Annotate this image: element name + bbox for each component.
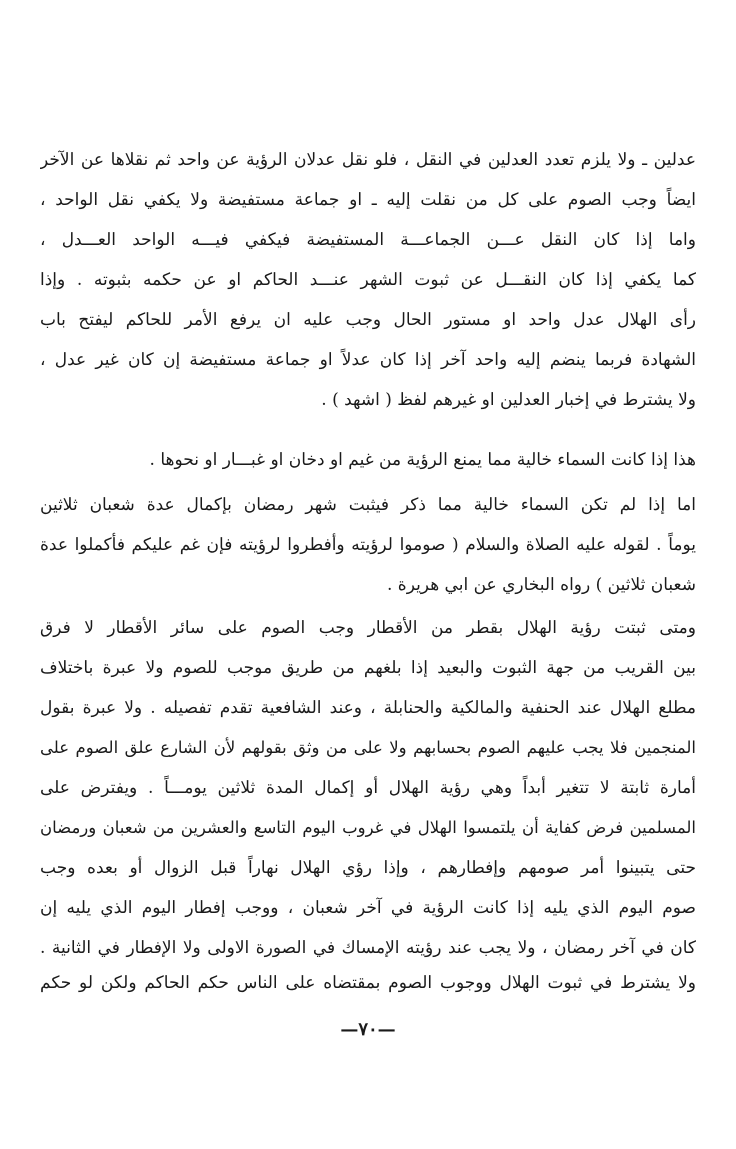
text-line: رأى الهلال عدل واحد او مستور الحال وجب عليه ان يرفع الأمر للحاكم ليفتح باب (40, 310, 696, 330)
text-line: واما إذا كان النقل عـــن الجماعـــة المستفيضة فيكفي فيـــه الواحد العـــدل ، (40, 230, 696, 250)
text-line: صوم اليوم الذي يليه إذا كانت الرؤية في آخر شعبان ، ووجب إفطار اليوم الذي يليه إن (40, 898, 696, 918)
text-line: اما إذا لم تكن السماء خالية مما ذكر فيثبت شهر رمضان بإكمال عدة شعبان ثلاثين (40, 495, 696, 515)
text-line: يوماً . لقوله عليه الصلاة والسلام ( صوموا لرؤيته وأفطروا لرؤيته فإن غم عليكم فأكملوا عدة (40, 535, 696, 555)
text-line: الشهادة فربما ينضم إليه واحد آخر إذا كان عدلاً او جماعة مستفيضة إن كان غير عدل ، (40, 350, 696, 370)
text-line: كان في آخر رمضان ، ولا يجب عند رؤيته الإمساك في الصورة الاولى ولا الإفطار في الثانية . (40, 938, 696, 958)
text-line: أمارة ثابتة لا تتغير أبداً وهي رؤية الهلال أو إكمال المدة ثلاثين يومـــاً . ويفترض على (40, 778, 696, 798)
page-number: —٧٠— (340, 1019, 396, 1040)
text-line: ومتى ثبتت رؤية الهلال بقطر من الأقطار وجب الصوم على سائر الأقطار لا فرق (40, 618, 696, 638)
text-line: شعبان ثلاثين ) رواه البخاري عن ابي هريرة . (386, 575, 696, 595)
text-line: ولا يشترط في إخبار العدلين او غيرهم لفظ ( اشهد ) . (321, 390, 696, 410)
text-line: بين القريب من جهة الثبوت والبعيد إذا بلغهم من طريق موجب للصوم ولا عبرة باختلاف (40, 658, 696, 678)
text-line: مطلع الهلال عند الحنفية والمالكية والحنابلة ، وعند الشافعية تقدم تفصيله . ولا عبرة بقول (40, 698, 696, 718)
text-line: هذا إذا كانت السماء خالية مما يمنع الرؤية من غيم او دخان او غبـــار او نحوها . (149, 450, 696, 470)
text-line: ايضاً وجب الصوم على كل من نقلت إليه ـ او جماعة مستفيضة ولا يكفي نقل الواحد ، (40, 190, 696, 210)
text-line: كما يكفي إذا كان النقـــل عن ثبوت الشهر عنـــد الحاكم او عن حكمه بثبوته . وإذا (40, 270, 696, 290)
text-line: المنجمين فلا يجب عليهم الصوم بحسابهم ولا على من وثق بقولهم لأن الشارع علق الصوم على (40, 738, 696, 757)
text-line: المسلمين فرض كفاية أن يلتمسوا الهلال في غروب اليوم التاسع والعشرين من شعبان ورمضان (40, 818, 696, 837)
text-line: حتى يتبينوا أمر صومهم وإفطارهم ، وإذا رؤي الهلال نهاراً قبل الزوال أو بعده وجب (40, 858, 696, 878)
text-line: ولا يشترط في ثبوت الهلال ووجوب الصوم بمقتضاه على الناس حكم الحاكم ولكن لو حكم (40, 973, 696, 993)
text-line: عدلين ـ ولا يلزم تعدد العدلين في النقل ، فلو نقل عدلان الرؤية عن واحد ثم نقلاها عن الآخر (40, 150, 696, 170)
